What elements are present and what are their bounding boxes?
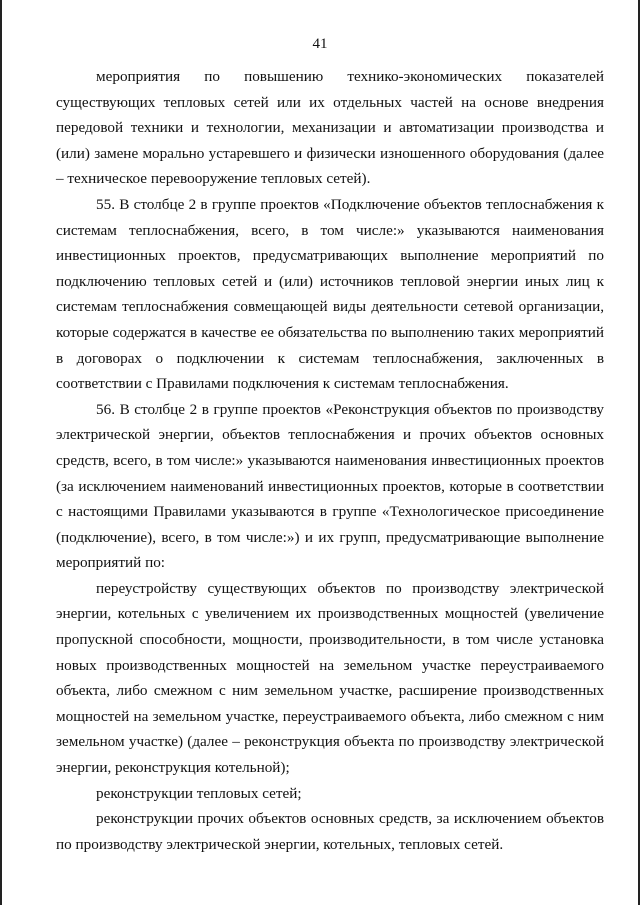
list-item-reconstruction-heat-networks: реконструкции тепловых сетей; — [96, 784, 302, 802]
list-item-reconstruction-other-assets: реконструкции прочих объектов основных средств, за исключением объектов по производству электрической энергии, котельных, тепловых сетей. — [56, 810, 604, 853]
page-number: 41 — [312, 36, 328, 52]
paragraph-continuation: мероприятия по повышению технико-экономических показателей существующих тепловых сетей или их отдельных частей на основе внедрения передовой техники и технологии, механизации и автоматизации производства и (или) замене морально устаревшего и физически изношенного оборудования (далее – техническое перевооружение тепловых сетей). — [56, 68, 604, 188]
list-item-reconstruction-generation: переустройству существующих объектов по производству электрической энергии, котельных с увеличением их производственных мощностей (увеличение пропускной способности, мощности, производительности, в том числе установка новых производственных мощностей на земельном участке переустраиваемого объекта, либо смежном с ним земельном участке, расширение производственных мощностей на земельном участке, переустраиваемого объекта, либо смежном с ним земельном участке) (далее – реконструкция объекта по производству электрической энергии, реконструкция котельной); — [56, 579, 604, 777]
paragraph-56: 56. В столбце 2 в группе проектов «Реконструкция объектов по производству электрической энергии, объектов теплоснабжения и прочих объектов основных средств, всего, в том числе:» указываются наименования инвестиционных проектов (за исключением наименований инвестиционных проектов, которые в соответствии с настоящими Правилами указываются в группе «Технологическое присоединение (подключение), всего, в том числе:») и их групп, предусматривающие выполнение мероприятий по: — [56, 400, 604, 572]
scan-edge-left — [0, 0, 2, 905]
paragraph-55: 55. В столбце 2 в группе проектов «Подключение объектов теплоснабжения к системам теплоснабжения, всего, в том числе:» указываются наименования инвестиционных проектов, предусматривающих выполнение мероприятий по подключению тепловых сетей и (или) источников тепловой энергии иных лиц к системам теплоснабжения совмещающей виды деятельности сетевой организации, которые содержатся в качестве ее обязательства по выполнению таких мероприятий в договорах о подключении к системам теплоснабжения, заключенных в соответствии с Правилами подключения к системам теплоснабжения. — [56, 195, 604, 393]
body-text — [56, 64, 604, 857]
